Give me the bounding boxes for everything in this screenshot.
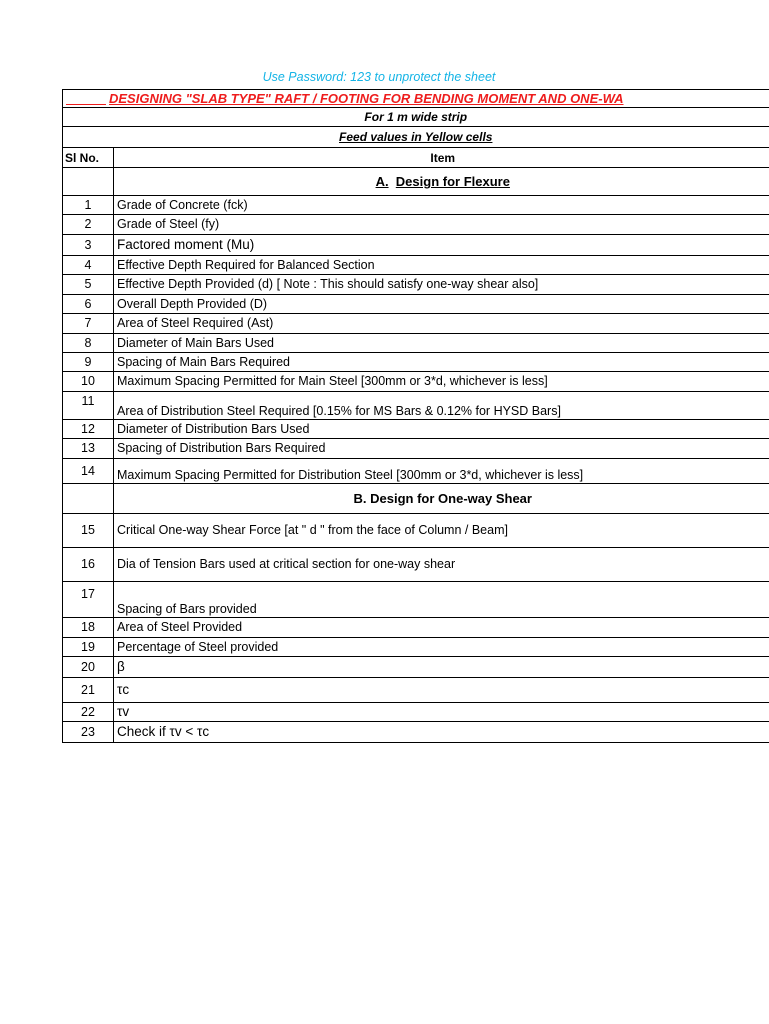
table-row: [63, 722, 769, 743]
row-number[interactable]: 1: [63, 196, 114, 215]
table-row: [63, 215, 769, 235]
table-row: [63, 353, 769, 372]
spreadsheet: [62, 89, 768, 740]
title-underline-lead: [66, 92, 106, 105]
row-item[interactable]: Diameter of Main Bars Used: [114, 334, 769, 353]
section-b-num-cell[interactable]: [63, 484, 114, 514]
section-a-row: [63, 168, 769, 196]
feed-note-cell[interactable]: [63, 127, 769, 148]
row-item[interactable]: τv: [114, 703, 769, 722]
table-row: [63, 618, 769, 638]
row-number[interactable]: 20: [63, 657, 114, 678]
row-item[interactable]: Maximum Spacing Permitted for Distribution Steel [300mm or 3*d, whichever is less]: [114, 459, 769, 484]
password-note: Use Password: 123 to unprotect the sheet: [262, 70, 496, 84]
section-b-label: B. Design for One-way Shear: [353, 491, 532, 506]
table-row: [63, 459, 769, 484]
row-item[interactable]: Factored moment (Mu): [114, 235, 769, 256]
table-row: [63, 582, 769, 618]
row-item[interactable]: Area of Steel Required (Ast): [114, 314, 769, 334]
row-number[interactable]: 7: [63, 314, 114, 334]
table-row: [63, 703, 769, 722]
row-number[interactable]: 14: [63, 459, 114, 484]
section-b-row: [63, 484, 769, 514]
table-row: [63, 275, 769, 295]
section-a-cell[interactable]: [114, 168, 769, 196]
row-number[interactable]: 11: [63, 392, 114, 420]
row-item[interactable]: Spacing of Main Bars Required: [114, 353, 769, 372]
row-number[interactable]: 5: [63, 275, 114, 295]
feed-note: Feed values in Yellow cells: [339, 130, 493, 144]
row-number[interactable]: 2: [63, 215, 114, 235]
row-number[interactable]: 12: [63, 420, 114, 439]
table-row: [63, 235, 769, 256]
table-row: [63, 334, 769, 353]
table-row: [63, 196, 769, 215]
row-item[interactable]: Dia of Tension Bars used at critical section for one-way shear: [114, 548, 769, 582]
row-number[interactable]: 17: [63, 582, 114, 618]
row-item[interactable]: Maximum Spacing Permitted for Main Steel [300mm or 3*d, whichever is less]: [114, 372, 769, 392]
row-number[interactable]: 15: [63, 514, 114, 548]
row-item[interactable]: τc: [114, 678, 769, 703]
table-row: [63, 256, 769, 275]
row-item[interactable]: Percentage of Steel provided: [114, 638, 769, 657]
section-b-cell[interactable]: [114, 484, 769, 514]
table-row: [63, 314, 769, 334]
row-item[interactable]: β: [114, 657, 769, 678]
table-row: [63, 657, 769, 678]
table-row: [63, 439, 769, 459]
row-item[interactable]: Diameter of Distribution Bars Used: [114, 420, 769, 439]
row-item[interactable]: Effective Depth Required for Balanced Section: [114, 256, 769, 275]
table-row: [63, 638, 769, 657]
table-row: [63, 548, 769, 582]
section-a-num-cell[interactable]: [63, 168, 114, 196]
row-item[interactable]: Effective Depth Provided (d) [ Note : This should satisfy one-way shear also]: [114, 275, 769, 295]
row-number[interactable]: 23: [63, 722, 114, 743]
table-row: [63, 678, 769, 703]
row-number[interactable]: 22: [63, 703, 114, 722]
row-item[interactable]: Grade of Concrete (fck): [114, 196, 769, 215]
design-table: [62, 89, 769, 743]
row-item[interactable]: Overall Depth Provided (D): [114, 295, 769, 314]
row-item[interactable]: Spacing of Distribution Bars Required: [114, 439, 769, 459]
row-number[interactable]: 4: [63, 256, 114, 275]
sheet-title: DESIGNING "SLAB TYPE" RAFT / FOOTING FOR BENDING MOMENT AND ONE-WA: [109, 90, 624, 106]
table-row: [63, 392, 769, 420]
row-number[interactable]: 10: [63, 372, 114, 392]
row-number[interactable]: 19: [63, 638, 114, 657]
feed-note-row: [63, 127, 769, 148]
header-row: [63, 148, 769, 168]
row-number[interactable]: 3: [63, 235, 114, 256]
table-row: [63, 420, 769, 439]
subtitle-row: [63, 108, 769, 127]
row-item[interactable]: Grade of Steel (fy): [114, 215, 769, 235]
table-row: [63, 514, 769, 548]
section-a-prefix: A.: [375, 174, 389, 189]
row-number[interactable]: 21: [63, 678, 114, 703]
header-item[interactable]: Item: [114, 148, 769, 168]
row-item[interactable]: Spacing of Bars provided: [114, 582, 769, 618]
row-number[interactable]: 18: [63, 618, 114, 638]
section-a-label: Design for Flexure: [395, 174, 510, 189]
row-item[interactable]: Critical One-way Shear Force [at " d " from the face of Column / Beam]: [114, 514, 769, 548]
title-cell[interactable]: [63, 90, 769, 108]
title-row: [63, 90, 769, 108]
row-item[interactable]: Check if τv < τc: [114, 722, 769, 743]
row-number[interactable]: 8: [63, 334, 114, 353]
row-number[interactable]: 16: [63, 548, 114, 582]
table-row: [63, 295, 769, 314]
subtitle-cell[interactable]: For 1 m wide strip: [63, 108, 769, 127]
row-number[interactable]: 13: [63, 439, 114, 459]
row-number[interactable]: 9: [63, 353, 114, 372]
row-item[interactable]: Area of Distribution Steel Required [0.15% for MS Bars & 0.12% for HYSD Bars]: [114, 392, 769, 420]
row-number[interactable]: 6: [63, 295, 114, 314]
header-sl-no[interactable]: Sl No.: [63, 148, 114, 168]
row-item[interactable]: Area of Steel Provided: [114, 618, 769, 638]
table-row: [63, 372, 769, 392]
